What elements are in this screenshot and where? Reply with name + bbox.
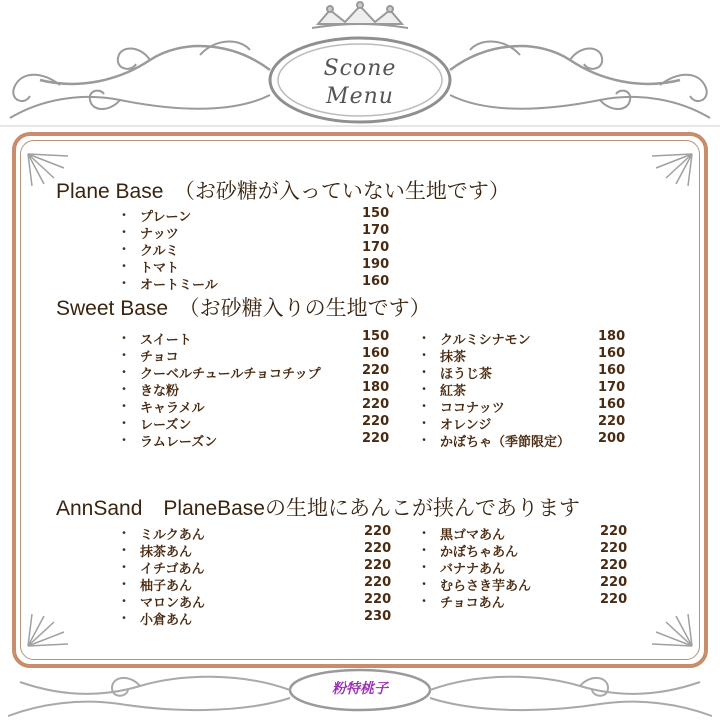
menu-item-row	[118, 363, 402, 380]
menu-item-name: ココナッツ	[440, 401, 505, 416]
menu-item-row	[118, 380, 402, 397]
bullet: ・	[418, 365, 431, 379]
menu-item-name: 抹茶あん	[140, 545, 193, 560]
section-heading-annsand: AnnSand PlaneBaseの生地にあんこが挟んであります	[56, 497, 580, 520]
bullet: ・	[418, 594, 431, 608]
menu-item-row	[118, 558, 404, 575]
bullet: ・	[418, 382, 431, 396]
menu-item-name: キャラメル	[140, 401, 205, 416]
menu-item-row	[418, 575, 640, 592]
menu-item-row	[118, 257, 402, 274]
bullet: ・	[418, 433, 431, 447]
bullet: ・	[118, 399, 131, 413]
menu-item-row	[118, 431, 402, 448]
bullet: ・	[118, 276, 131, 290]
menu-item-price: 220	[364, 524, 392, 539]
menu-item-row	[118, 206, 402, 223]
bullet: ・	[418, 348, 431, 362]
section-heading-plane-base: Plane Base （お砂糖が入っていない生地です）	[56, 180, 510, 203]
menu-item-row	[418, 329, 638, 346]
menu-item-price: 220	[362, 414, 390, 429]
menu-item-row	[118, 575, 404, 592]
title-scone: Scone	[323, 56, 397, 81]
corner-ornament-bottom-left	[24, 612, 74, 652]
bullet: ・	[118, 382, 131, 396]
menu-item-name: ミルクあん	[140, 528, 205, 543]
menu-item-name: むらさき芋あん	[440, 579, 532, 594]
menu-item-price: 160	[598, 397, 626, 412]
bullet: ・	[118, 611, 131, 625]
menu-item-row	[118, 223, 402, 240]
menu-item-price: 230	[364, 609, 392, 624]
bullet: ・	[418, 526, 431, 540]
menu-item-price: 170	[362, 240, 390, 255]
menu-item-name: バナナあん	[440, 562, 506, 577]
menu-item-name: きな粉	[140, 384, 180, 399]
menu-item-name: ほうじ茶	[440, 367, 493, 382]
menu-item-price: 220	[600, 541, 628, 556]
bullet: ・	[118, 594, 131, 608]
menu-item-price: 160	[362, 274, 390, 289]
menu-item-price: 190	[362, 257, 390, 272]
menu-item-name: かぼちゃ（季節限定）	[440, 435, 571, 450]
bullet: ・	[418, 560, 431, 574]
menu-item-row	[118, 329, 402, 346]
bullet: ・	[118, 526, 131, 540]
menu-item-price: 220	[598, 414, 626, 429]
bullet: ・	[118, 577, 131, 591]
bullet: ・	[118, 416, 131, 430]
menu-item-name: トマト	[140, 261, 180, 276]
menu-item-row	[118, 609, 404, 626]
menu-item-price: 220	[600, 575, 628, 590]
menu-item-price: 180	[598, 329, 626, 344]
menu-item-name: オレンジ	[440, 418, 492, 433]
menu-item-price: 220	[362, 431, 390, 446]
menu-item-name: 紅茶	[440, 384, 467, 399]
menu-item-name: 黒ゴマあん	[440, 528, 506, 543]
bullet: ・	[118, 242, 131, 256]
menu-item-name: イチゴあん	[140, 562, 205, 577]
menu-item-name: ラムレーズン	[140, 435, 218, 450]
menu-item-row	[418, 380, 638, 397]
header-ornament	[0, 0, 720, 130]
menu-item-row	[418, 541, 640, 558]
menu-item-name: ナッツ	[140, 227, 179, 242]
corner-ornament-bottom-right	[646, 612, 696, 652]
menu-item-row	[118, 346, 402, 363]
menu-item-name: スイート	[140, 333, 192, 348]
menu-item-price: 170	[362, 223, 390, 238]
menu-item-row	[418, 592, 640, 609]
menu-item-row	[418, 524, 640, 541]
menu-item-row	[118, 397, 402, 414]
bullet: ・	[118, 208, 131, 222]
bullet: ・	[418, 577, 431, 591]
menu-item-price: 220	[364, 558, 392, 573]
bullet: ・	[118, 259, 131, 273]
menu-item-price: 220	[362, 397, 390, 412]
menu-item-row	[418, 558, 640, 575]
bullet: ・	[118, 433, 131, 447]
bullet: ・	[418, 399, 431, 413]
bullet: ・	[118, 543, 131, 557]
bullet: ・	[118, 225, 131, 239]
menu-item-row	[418, 363, 638, 380]
menu-item-price: 220	[600, 558, 628, 573]
bullet: ・	[118, 365, 131, 379]
bullet: ・	[118, 560, 131, 574]
menu-item-name: クルミ	[140, 244, 179, 259]
menu-item-row	[418, 346, 638, 363]
bullet: ・	[118, 348, 131, 362]
menu-item-price: 160	[598, 363, 626, 378]
bullet: ・	[418, 416, 431, 430]
menu-item-price: 220	[364, 592, 392, 607]
menu-item-name: かぼちゃあん	[440, 545, 519, 560]
menu-item-price: 220	[364, 541, 392, 556]
menu-item-price: 170	[598, 380, 626, 395]
menu-item-row	[418, 431, 638, 448]
menu-item-name: 柚子あん	[140, 579, 193, 594]
menu-item-name: クーベルチュールチョコチップ	[140, 367, 321, 382]
menu-item-price: 150	[362, 206, 390, 221]
menu-item-name: 抹茶	[440, 350, 467, 365]
shop-name-logo: 粉特桃子	[332, 681, 388, 697]
menu-item-name: オートミール	[140, 278, 218, 293]
menu-item-price: 220	[600, 524, 628, 539]
menu-item-row	[118, 541, 404, 558]
menu-item-price: 150	[362, 329, 390, 344]
menu-item-row	[118, 524, 404, 541]
bullet: ・	[418, 543, 431, 557]
section-heading-sweet-base: Sweet Base （お砂糖入りの生地です）	[56, 297, 431, 320]
menu-item-price: 160	[598, 346, 626, 361]
menu-item-name: マロンあん	[140, 596, 206, 611]
menu-item-price: 160	[362, 346, 390, 361]
menu-item-name: チョコあん	[440, 596, 505, 611]
menu-item-name: クルミシナモン	[440, 333, 531, 348]
menu-item-row	[118, 414, 402, 431]
menu-item-name: 小倉あん	[140, 613, 193, 628]
corner-ornament-top-right	[646, 148, 696, 188]
menu-item-row	[418, 414, 638, 431]
menu-item-price: 200	[598, 431, 626, 446]
bullet: ・	[118, 331, 131, 345]
title-menu: Menu	[326, 84, 394, 109]
menu-item-name: レーズン	[140, 418, 192, 433]
menu-item-name: プレーン	[140, 210, 192, 225]
bullet: ・	[418, 331, 431, 345]
menu-item-price: 220	[600, 592, 628, 607]
menu-item-row	[418, 397, 638, 414]
menu-item-row	[118, 240, 402, 257]
menu-item-price: 220	[364, 575, 392, 590]
menu-item-price: 180	[362, 380, 390, 395]
menu-item-row	[118, 592, 404, 609]
menu-item-price: 220	[362, 363, 390, 378]
menu-item-row	[118, 274, 402, 291]
menu-item-name: チョコ	[140, 350, 179, 365]
